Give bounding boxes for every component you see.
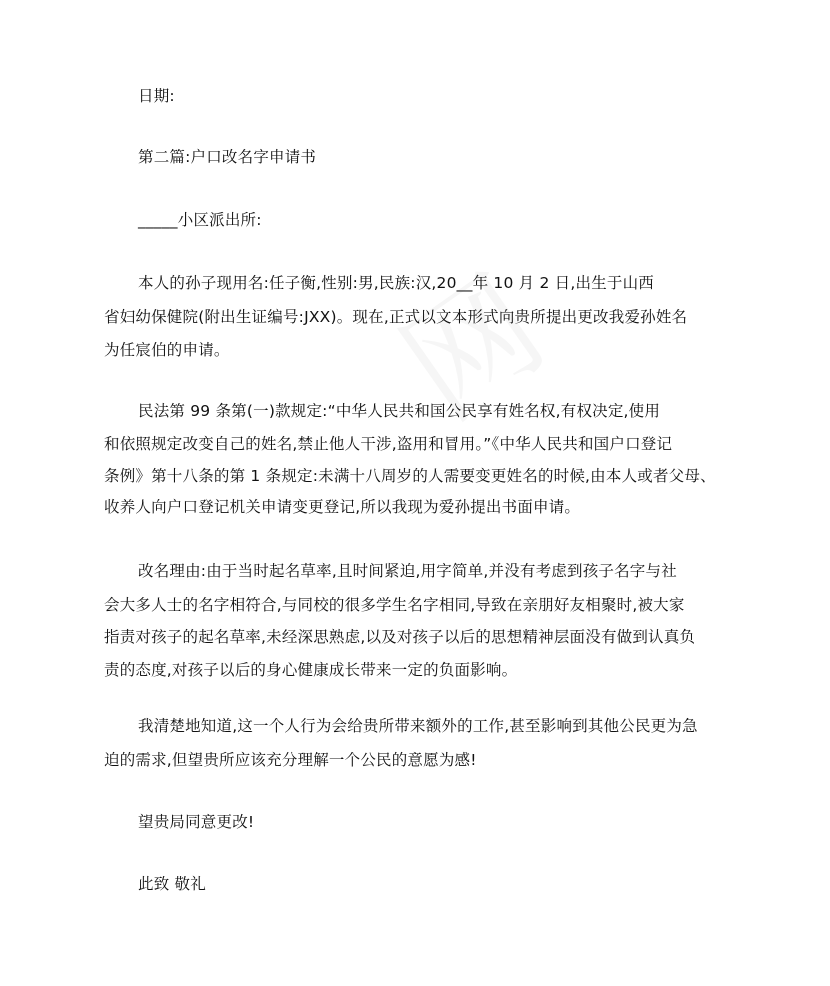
paragraph-2-line-1: 民法第 99 条第(一)款规定:“中华人民共和国公民享有姓名权,有权决定,使用 [138, 402, 661, 420]
paragraph-3-line-3: 指责对孩子的起名草率,未经深思熟虑,以及对孩子以后的思想精神层面没有做到认真负 [104, 628, 696, 646]
paragraph-1-line-1: 本人的孙子现用名:任子衡,性别:男,民族:汉,20__年 10 月 2 日,出生于山西 [138, 274, 654, 292]
paragraph-2-line-3: 条例》第十八条的第 1 条规定:未满十八周岁的人需要变更姓名的时候,由本人或者父母、 [104, 467, 716, 485]
date-label: 日期: [138, 87, 175, 105]
paragraph-3-line-1: 改名理由:由于当时起名草率,且时间紧迫,用字简单,并没有考虑到孩子名字与社 [138, 562, 677, 580]
paragraph-2-line-2: 和依照规定改变自己的姓名,禁止他人干涉,盗用和冒用。”《中华人民共和国户口登记 [104, 435, 673, 453]
closing-line: 此致 敬礼 [138, 875, 206, 893]
paragraph-1-line-3: 为任宸伯的申请。 [104, 341, 230, 359]
paragraph-3-line-4: 责的态度,对孩子以后的身心健康成长带来一定的负面影响。 [104, 661, 518, 679]
section-title: 第二篇:户口改名字申请书 [138, 148, 317, 166]
paragraph-4-line-1: 我清楚地知道,这一个人行为会给贵所带来额外的工作,甚至影响到其他公民更为急 [138, 717, 698, 735]
paragraph-1-line-2: 省妇幼保健院(附出生证编号:JXX)。现在,正式以文本形式向贵所提出更改我爱孙姓名 [104, 308, 688, 326]
request-line: 望贵局同意更改! [138, 813, 255, 831]
paragraph-2-line-4: 收养人向户口登记机关申请变更登记,所以我现为爱孙提出书面申请。 [104, 498, 581, 516]
addressee: _____小区派出所: [138, 211, 262, 229]
paragraph-3-line-2: 会大多人士的名字相符合,与同校的很多学生名字相同,导致在亲朋好友相聚时,被大家 [104, 596, 685, 614]
paragraph-4-line-2: 迫的需求,但望贵所应该充分理解一个公民的意愿为感! [104, 751, 477, 769]
